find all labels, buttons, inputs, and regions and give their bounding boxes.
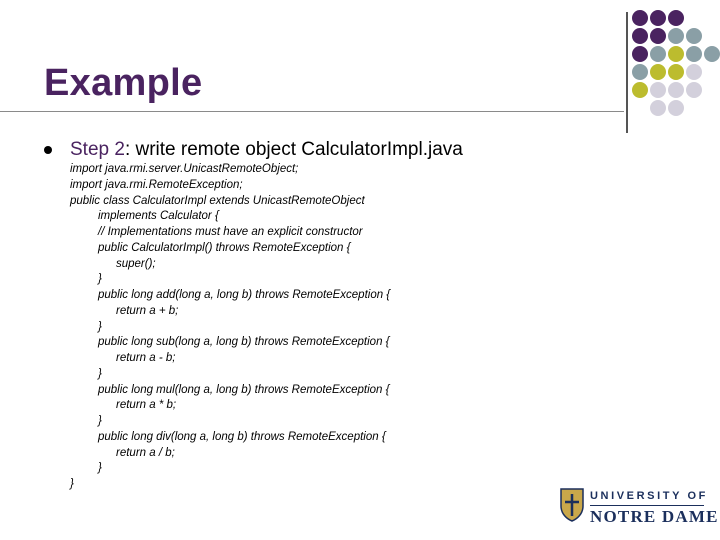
decor-dot	[650, 82, 666, 98]
decor-dot	[650, 28, 666, 44]
decor-dot	[668, 28, 684, 44]
decor-dot	[650, 10, 666, 26]
bullet-item	[44, 138, 463, 162]
decor-dot	[632, 82, 648, 98]
decor-dot	[650, 64, 666, 80]
decor-dot	[668, 46, 684, 62]
code-line: }	[70, 478, 74, 490]
bullet-dot-icon	[44, 146, 52, 154]
logo-line1: UNIVERSITY OF	[590, 490, 708, 502]
step-description: : write remote object CalculatorImpl.java	[124, 139, 463, 160]
shield-icon	[560, 488, 584, 522]
logo-separator	[590, 505, 704, 506]
code-line: super();	[116, 257, 156, 270]
bullet-text	[70, 139, 463, 161]
decorative-dot-grid	[0, 0, 720, 140]
decor-dot	[632, 64, 648, 80]
code-line: return a + b;	[116, 304, 179, 317]
slide-title: Example	[44, 62, 203, 104]
decor-dot	[632, 28, 648, 44]
code-line: // Implementations must have an explicit constructor	[98, 226, 363, 238]
notre-dame-logo	[560, 488, 719, 528]
decor-dot	[650, 46, 666, 62]
code-line: }	[98, 320, 102, 333]
code-line: }	[98, 273, 102, 286]
code-line: public long sub(long a, long b) throws RemoteException {	[98, 336, 390, 349]
code-line: }	[98, 462, 102, 475]
step-label: Step 2	[70, 139, 125, 160]
code-line: public long div(long a, long b) throws RemoteException {	[98, 430, 386, 443]
decor-dot	[686, 46, 702, 62]
decor-dot	[668, 64, 684, 80]
decor-dot	[686, 64, 702, 80]
decor-dot	[686, 28, 702, 44]
code-line: implements Calculator {	[98, 210, 219, 223]
decor-dot	[704, 46, 720, 62]
code-line: public CalculatorImpl() throws RemoteException {	[98, 241, 351, 254]
decor-dot	[686, 82, 702, 98]
code-line: public long mul(long a, long b) throws RemoteException {	[98, 383, 390, 396]
decor-dot	[668, 100, 684, 116]
code-line: }	[98, 415, 102, 427]
code-line: }	[98, 367, 102, 380]
decor-dot	[632, 10, 648, 26]
code-line: import java.rmi.RemoteException;	[70, 178, 243, 191]
code-line: return a - b;	[116, 352, 176, 364]
code-line: public long add(long a, long b) throws RemoteException {	[98, 289, 391, 301]
code-line: return a * b;	[116, 399, 177, 412]
decor-dot	[650, 100, 666, 116]
code-line: import java.rmi.server.UnicastRemoteObject;	[70, 163, 299, 175]
decor-dot	[632, 46, 648, 62]
code-line: public class CalculatorImpl extends UnicastRemoteObject	[70, 194, 365, 207]
decor-dot	[668, 82, 684, 98]
logo-line2: NOTRE DAME	[590, 507, 719, 526]
decor-dot	[668, 10, 684, 26]
code-line: return a / b;	[116, 446, 175, 459]
